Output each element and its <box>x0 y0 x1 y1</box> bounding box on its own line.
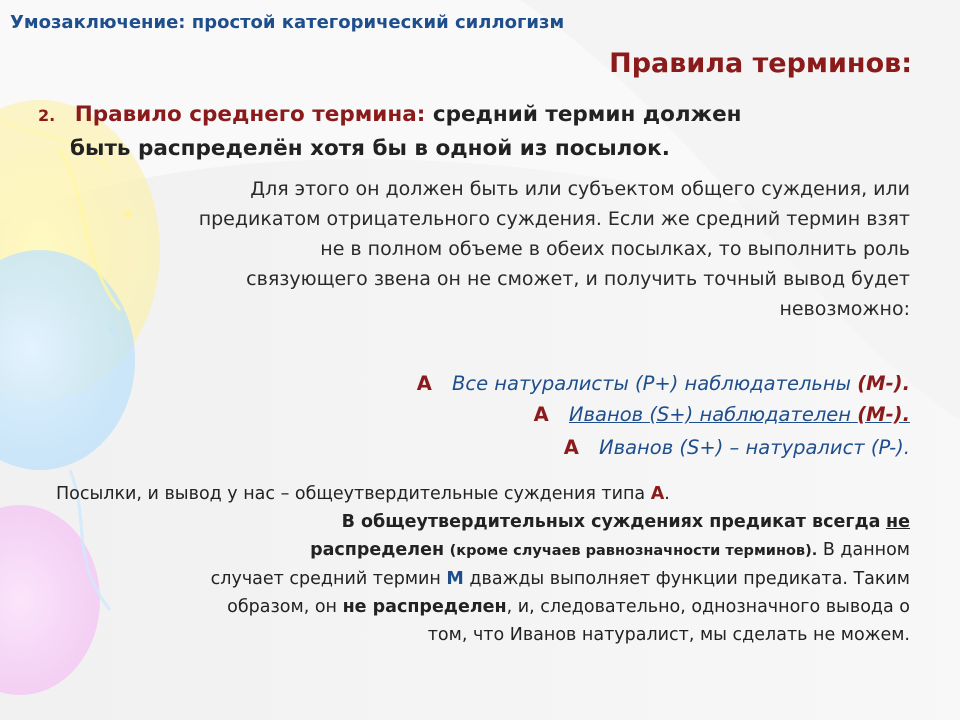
conclusion-punct: . <box>664 484 670 504</box>
conclusion-text: Посылки, и вывод у нас – общеутвердительные суждения типа <box>56 484 646 504</box>
rule-name: Правило среднего термина: <box>74 102 426 127</box>
conclusion-text: Иванов (S+) – натуралист (P-). <box>599 436 910 459</box>
bold-distributed: распределен <box>310 540 445 560</box>
conclusion-text: В данном <box>817 540 910 560</box>
explanation-line: предикатом отрицательного суждения. Если же средний термин взят <box>198 208 910 230</box>
conclusion-line-2 <box>50 508 910 536</box>
conclusion-text: дважды выполняет функции предиката. Таким <box>469 569 910 589</box>
bold-statement: В общеутвердительных суждениях предикат всегда <box>341 512 881 532</box>
rule-line-2: быть распределён хотя бы в одной из посылок. <box>70 136 670 161</box>
slide-header <box>10 12 564 33</box>
bold-not-distributed: не распределен <box>342 597 507 617</box>
conclusion-line-6: том, что Иванов натуралист, мы сделать не можем. <box>427 625 910 645</box>
bold-underlined-ne: не <box>886 512 910 532</box>
middle-term-m: М <box>446 569 464 589</box>
middle-term: (M-). <box>857 403 910 426</box>
conclusion-line-3 <box>50 536 910 565</box>
header-text: простой категорический силлогизм <box>191 12 565 33</box>
rule-text-1: средний термин должен <box>432 102 742 127</box>
conclusion-text: , и, следовательно, однозначного вывода о <box>506 597 910 617</box>
conclusion-line-1 <box>50 480 910 508</box>
explanation-line: не в полном объеме в обеих посылках, то выполнить роль <box>320 238 910 260</box>
explanation-line: Для этого он должен быть или субъектом общего суждения, или <box>250 178 910 200</box>
syllogism-minor-premise <box>534 403 910 426</box>
rule-number: 2. <box>38 106 56 125</box>
middle-term: (M-). <box>857 372 910 395</box>
conclusion-line-4 <box>50 565 910 593</box>
judgment-type-a: А <box>650 484 665 504</box>
explanation-line: невозможно: <box>779 298 910 320</box>
conclusion-line-5 <box>50 593 910 621</box>
conclusion-text: образом, он <box>227 597 337 617</box>
premise-text <box>569 403 910 426</box>
conclusion-text: случает средний термин <box>210 569 441 589</box>
judgment-type-label: A <box>563 436 579 459</box>
judgment-type-label: A <box>416 372 432 395</box>
premise-text-body: Иванов (S+) наблюдателен <box>568 403 852 426</box>
syllogism-conclusion <box>564 436 910 459</box>
rule-statement <box>38 98 898 165</box>
premise-text: Все натуралисты (P+) наблюдательны <box>452 372 852 395</box>
rule-line-1 <box>38 98 898 132</box>
conclusion-paragraph <box>50 480 910 649</box>
header-label: Умозаключение: <box>10 12 186 33</box>
slide-title: Правила терминов: <box>609 48 912 79</box>
judgment-type-label: A <box>533 403 549 426</box>
explanation-line: связующего звена он не сможет, и получить точный вывод будет <box>246 268 910 290</box>
exception-note: (кроме случаев равнозначности терминов). <box>449 543 818 559</box>
explanation-paragraph <box>110 174 910 324</box>
syllogism-major-premise <box>417 372 910 395</box>
